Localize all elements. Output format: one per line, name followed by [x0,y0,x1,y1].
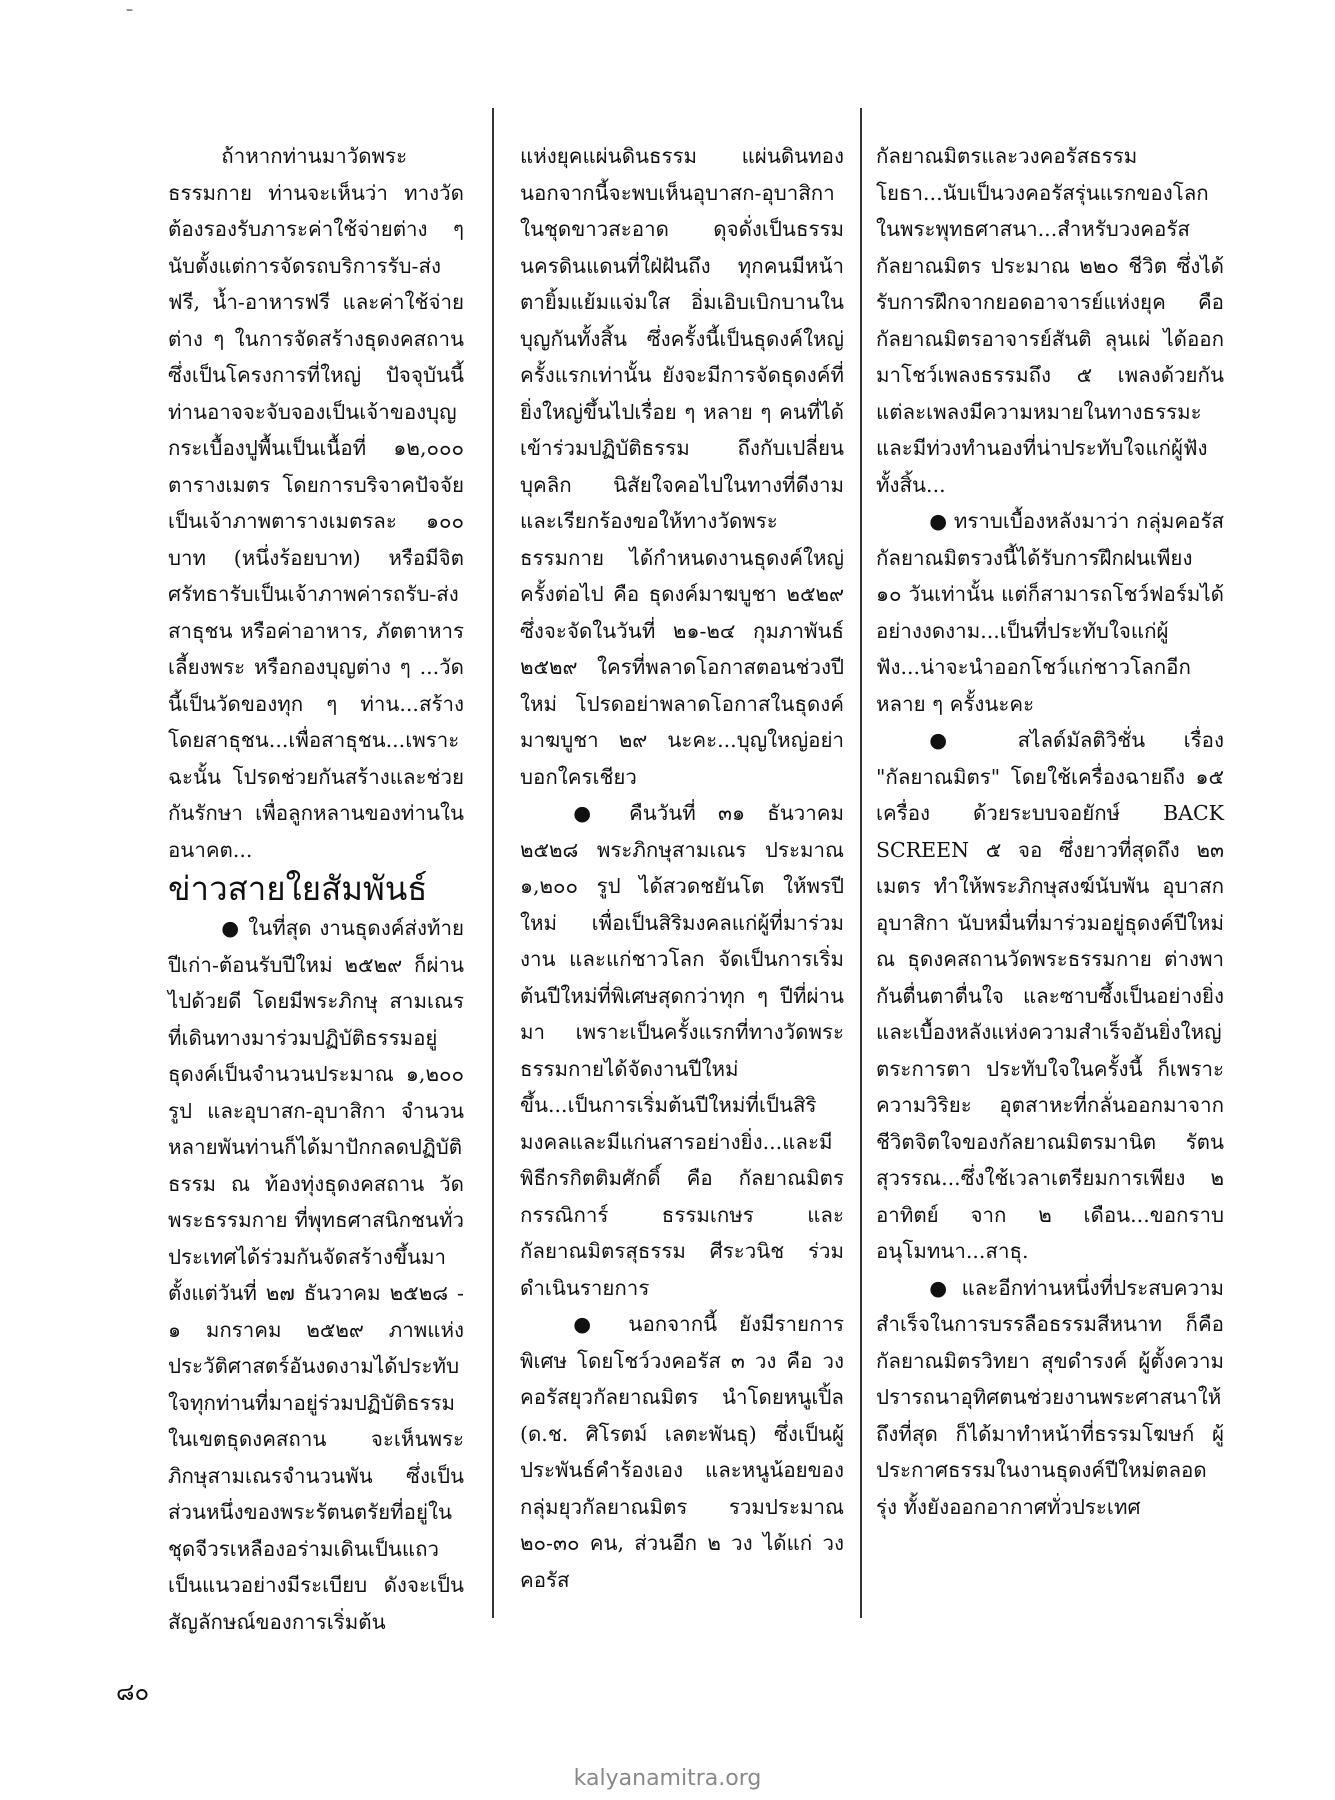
column-divider [492,108,494,1618]
paragraph: ● ในที่สุด งานธุดงค์ส่งท้ายปีเก่า-ต้อนรับปีใหม่ ๒๕๒๙ ก็ผ่านไปด้วยดี โดยมีพระภิกษุ สามเณร ที่เดินทางมาร่วมปฏิบัติธรรมอยู่ธุดงค์เป็นจำนวนประมาณ ๑,๒๐๐ รูป และอุบาสก-อุบาสิกา จำนวนหลายพันท่านก็ได้มาปักกลดปฏิบัติธรรม ณ ท้องทุ่งธุดงคสถาน วัดพระธรรมกาย ที่พุทธศาสนิกชนทั่วประเทศได้ร่วมกันจัดสร้างขึ้นมาตั้งแต่วันที่ ๒๗ ธันวาคม ๒๕๒๘ - ๑ มกราคม ๒๕๒๙ ภาพแห่งประวัติศาสตร์อันงดงามได้ประทับใจทุกท่านที่มาอยู่ร่วมปฏิบัติธรรม ในเขตธุดงคสถาน จะเห็นพระภิกษุสามเณรจำนวนพัน ซึ่งเป็นส่วนหนึ่งของพระรัตนตรัยที่อยู่ในชุดจีวรเหลืองอร่ามเดินเป็นแถวเป็นแนวอย่างมีระเบียบ ดังจะเป็นสัญลักษณ์ของการเริ่มต้น [168,916,464,1634]
paragraph: ● สไลด์มัลติวิชั่น เรื่อง "กัลยาณมิตร" โดยใช้เครื่องฉายถึง ๑๕ เครื่อง ด้วยระบบจอยักษ์ BACK SCREEN ๕ จอ ซึ่งยาวที่สุดถึง ๒๓ เมตร ทำให้พระภิกษุสงฆ์นับพัน อุบาสก อุบาสิกา นับหมื่นที่มาร่วมอยู่ธุดงค์ปีใหม่ ณ ธุดงคสถานวัดพระธรรมกาย ต่างพากันตื่นตาตื่นใจ และซาบซึ้งเป็นอย่างยิ่ง และเบื้องหลังแห่งความสำเร็จอันยิ่งใหญ่ตระการตา ประทับใจในครั้งนี้ ก็เพราะความวิริยะ อุตสาหะที่กลั่นออกมาจากชีวิตจิตใจของกัลยาณมิตรมานิต รัตนสุวรรณ...ซึ่งใช้เวลาเตรียมการเพียง ๒ อาทิตย์ จาก ๒ เดือน...ขอกราบอนุโมทนา...สาธุ. [876,728,1224,1263]
corner-mark: – [126,2,133,18]
paragraph: ● นอกจากนี้ ยังมีรายการพิเศษ โดยโชว์วงคอรัส ๓ วง คือ วงคอรัสยุวกัลยาณมิตร นำโดยหนูเปิ้ล (ด.ช. ศิโรตม์ เลตะพันธุ) ซึ่งเป็นผู้ประพันธ์คำร้องเอง และหนูน้อยของกลุ่มยุวกัลยาณมิตร รวมประมาณ ๒๐-๓๐ คน, ส่วนอีก ๒ วง ได้แก่ วงคอรัส [520,1312,844,1592]
column-1 [168,138,464,1640]
paragraph: ● ทราบเบื้องหลังมาว่า กลุ่มคอรัสกัลยาณมิตรวงนี้ได้รับการฝึกฝนเพียง ๑๐ วันเท่านั้น แต่ก็สามารถโชว์ฟอร์มได้อย่างงดงาม...เป็นที่ประทับใจแก่ผู้ฟัง...น่าจะนำออกโชว์แก่ชาวโลกอีกหลาย ๆ ครั้งนะคะ [876,509,1224,716]
column-2 [520,138,844,1598]
watermark: kalyanamitra.org [573,1766,762,1791]
paragraph: ● คืนวันที่ ๓๑ ธันวาคม ๒๕๒๘ พระภิกษุสามเณร ประมาณ ๑,๒๐๐ รูป ได้สวดชยันโต ให้พรปีใหม่ เพื่อเป็นสิริมงคลแก่ผู้ที่มาร่วมงาน และแก่ชาวโลก จัดเป็นการเริ่มต้นปีใหม่ที่พิเศษสุดกว่าทุก ๆ ปีที่ผ่านมา เพราะเป็นครั้งแรกที่ทางวัดพระธรรมกายได้จัดงานปีใหม่ขึ้น...เป็นการเริ่มต้นปีใหม่ที่เป็นสิริมงคลและมีแก่นสารอย่างยิ่ง...และมีพิธีกรกิตติมศักดิ์ คือ กัลยาณมิตรกรรณิการ์ ธรรมเกษร และกัลยาณมิตรสุธรรม ศีระวนิช ร่วมดำเนินรายการ [520,801,844,1300]
column-3 [876,138,1224,1525]
column-divider [860,108,862,1618]
section-heading: ข่าวสายใยสัมพันธ์ [168,869,428,908]
paragraph: ถ้าหากท่านมาวัดพระธรรมกาย ท่านจะเห็นว่า ทางวัดต้องรองรับภาระค่าใช้จ่ายต่าง ๆ นับตั้งแต่การจัดรถบริการรับ-ส่งฟรี, น้ำ-อาหารฟรี และค่าใช้จ่ายต่าง ๆ ในการจัดสร้างธุดงคสถาน ซึ่งเป็นโครงการที่ใหญ่ ปัจจุบันนี้ท่านอาจจะจับจองเป็นเจ้าของบุญกระเบื้องปูพื้นเป็นเนื้อที่ ๑๒,๐๐๐ ตารางเมตร โดยการบริจาคปัจจัยเป็นเจ้าภาพตารางเมตรละ ๑๐๐ บาท (หนึ่งร้อยบาท) หรือมีจิตศรัทธารับเป็นเจ้าภาพค่ารถรับ-ส่งสาธุชน หรือค่าอาหาร, ภัตตาหารเลี้ยงพระ หรือกองบุญต่าง ๆ ...วัดนี้เป็นวัดของทุก ๆ ท่าน...สร้างโดยสาธุชน...เพื่อสาธุชน...เพราะฉะนั้น โปรดช่วยกันสร้างและช่วยกันรักษา เพื่อลูกหลานของท่านในอนาคต... [168,144,464,862]
paragraph: กัลยาณมิตรและวงคอรัสธรรมโยธา...นับเป็นวงคอรัสรุ่นแรกของโลกในพระพุทธศาสนา...สำหรับวงคอรัสกัลยาณมิตร ประมาณ ๒๒๐ ชีวิต ซึ่งได้รับการฝึกจากยอดอาจารย์แห่งยุค คือ กัลยาณมิตรอาจารย์สันติ ลุนเผ่ ได้ออกมาโชว์เพลงธรรมถึง ๕ เพลงด้วยกัน แต่ละเพลงมีความหมายในทางธรรมะและมีท่วงทำนองที่น่าประทับใจแก่ผู้ฟังทั้งสิ้น... [876,144,1224,497]
page-number: ๘๐ [116,1678,150,1706]
paragraph: แห่งยุคแผ่นดินธรรม แผ่นดินทอง นอกจากนี้จะพบเห็นอุบาสก-อุบาสิกาในชุดขาวสะอาด ดุจดั่งเป็นธรรมนครดินแดนที่ใฝ่ฝันถึง ทุกคนมีหน้าตายิ้มแย้มแจ่มใส อิ่มเอิบเบิกบานในบุญกันทั้งสิ้น ซึ่งครั้งนี้เป็นธุดงค์ใหญ่ครั้งแรกเท่านั้น ยังจะมีการจัดธุดงค์ที่ยิ่งใหญ่ขึ้นไปเรื่อย ๆ หลาย ๆ คนที่ได้เข้าร่วมปฏิบัติธรรม ถึงกับเปลี่ยนบุคลิก นิสัยใจคอไปในทางที่ดีงาม และเรียกร้องขอให้ทางวัดพระธรรมกาย ได้กำหนดงานธุดงค์ใหญ่ครั้งต่อไป คือ ธุดงค์มาฆบูชา ๒๕๒๙ ซึ่งจะจัดในวันที่ ๒๑-๒๔ กุมภาพันธ์ ๒๕๒๙ ใครที่พลาดโอกาสตอนช่วงปีใหม่ โปรดอย่าพลาดโอกาสในธุดงค์มาฆบูชา ๒๙ นะคะ...บุญใหญ่อย่าบอกใครเชียว [520,144,844,789]
paragraph: ● และอีกท่านหนึ่งที่ประสบความสำเร็จในการบรรลือธรรมสีหนาท ก็คือ กัลยาณมิตรวิทยา สุขดำรงค์ ผู้ตั้งความปรารถนาอุทิศตนช่วยงานพระศาสนาให้ถึงที่สุด ก็ได้มาทำหน้าที่ธรรมโฆษก์ ผู้ประกาศธรรมในงานธุดงค์ปีใหม่ตลอดรุ่ง ทั้งยังออกอากาศทั่วประเทศ [876,1275,1224,1519]
